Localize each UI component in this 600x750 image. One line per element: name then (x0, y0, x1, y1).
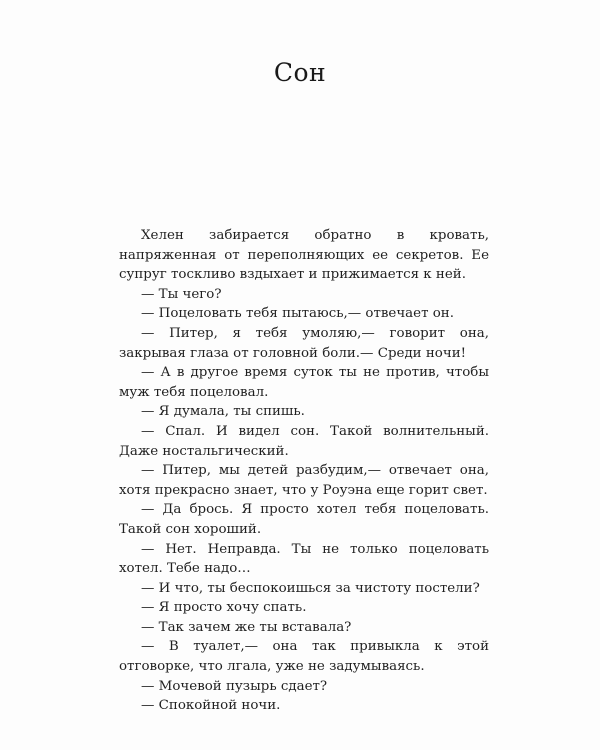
paragraph: Хелен забирается обратно в кровать, напряженная от переполняющих ее секретов. Ее супруг тоскливо вздыхает и прижимается к ней. (119, 228, 489, 283)
paragraph: — Я думала, ты спишь. (141, 404, 305, 420)
paragraph: — Нет. Неправда. Ты не только поцеловать хотел. Тебе надо… (119, 541, 489, 577)
paragraph: — Так зачем же ты вставала? (141, 619, 352, 635)
paragraph: — А в другое время суток ты не против, чтобы муж тебя поцеловал. (119, 365, 489, 400)
paragraph: — Ты чего? (141, 286, 222, 302)
paragraph: — В туалет,— она так привыкла к этой отговорке, что лгала, уже не задумываясь. (119, 639, 489, 675)
chapter-body (119, 226, 489, 716)
paragraph: — Питер, я тебя умоляю,— говорит она, закрывая глаза от головной боли.— Среди ночи! (119, 325, 489, 361)
paragraph: — Я просто хочу спать. (141, 600, 307, 616)
paragraph: — Да брось. Я просто хотел тебя поцеловать. Такой сон хороший. (119, 502, 489, 537)
chapter-title: Сон (273, 58, 327, 87)
paragraph: — Мочевой пузырь сдает? (141, 678, 328, 694)
paragraph: — Поцеловать тебя пытаюсь,— отвечает он. (141, 306, 454, 322)
paragraph: — Питер, мы детей разбудим,— отвечает она, хотя прекрасно знает, что у Роуэна еще горит свет. (119, 463, 489, 498)
paragraph: — Спал. И видел сон. Такой волнительный. Даже ностальгический. (119, 423, 489, 459)
paragraph: — И что, ты беспокоишься за чистоту постели? (141, 580, 480, 596)
paragraph: — Спокойной ночи. (141, 698, 281, 714)
